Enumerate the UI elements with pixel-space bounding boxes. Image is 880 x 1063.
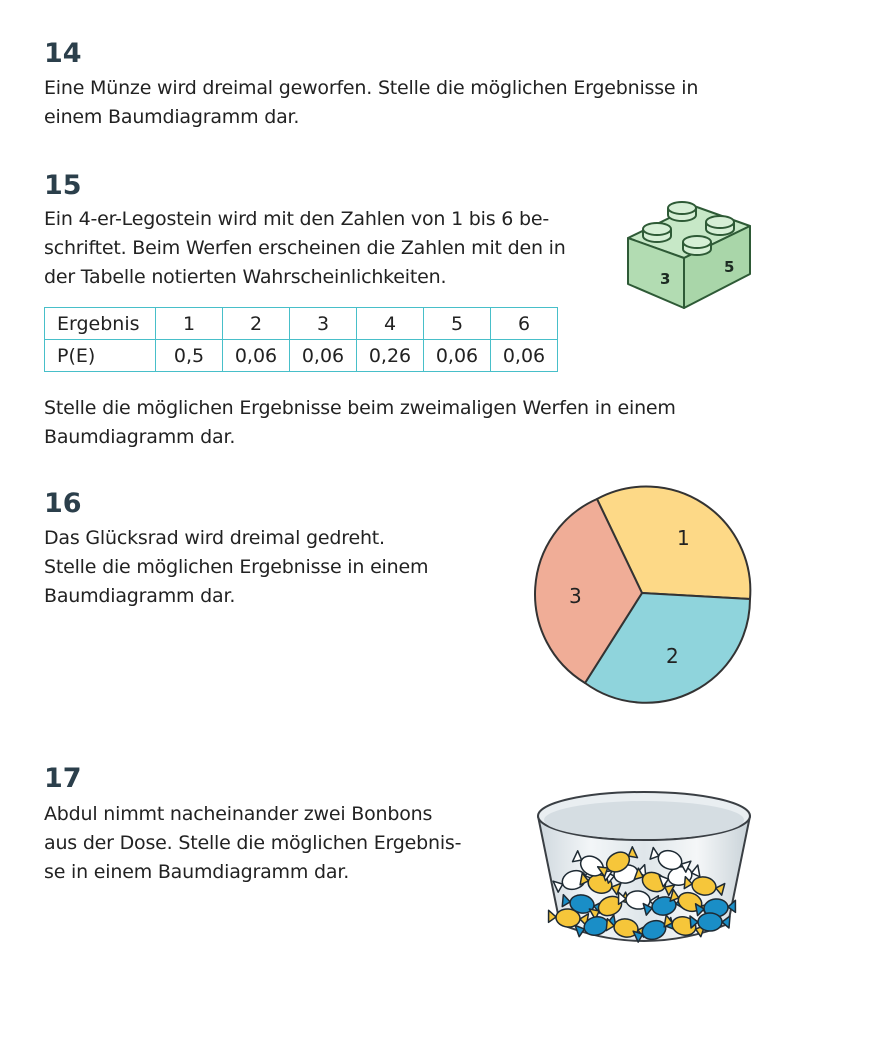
task-15-instruction-line-2: Baumdiagramm dar. <box>44 426 236 448</box>
probability-cell: 0,26 <box>357 340 424 372</box>
task-15-instruction-line-1: Stelle die möglichen Ergebnisse beim zweimaligen Werfen in einem <box>44 397 676 419</box>
task-15-line-2: schriftet. Beim Werfen erscheinen die Zahlen mit den in <box>44 237 566 259</box>
result-cell: 5 <box>424 308 491 340</box>
result-cell: 6 <box>491 308 558 340</box>
task-16-number: 16 <box>44 488 82 519</box>
row-label-probability: P(E) <box>45 340 156 372</box>
candy-jar-illustration <box>534 788 754 948</box>
task-17-number: 17 <box>44 763 82 794</box>
task-15-line-1: Ein 4-er-Legostein wird mit den Zahlen von 1 bis 6 be- <box>44 208 550 230</box>
task-16-line-3: Baumdiagramm dar. <box>44 585 236 607</box>
probability-cell: 0,06 <box>290 340 357 372</box>
probability-cell: 0,06 <box>424 340 491 372</box>
task-16-line-2: Stelle die möglichen Ergebnisse in einem <box>44 556 429 578</box>
task-16-text <box>44 524 428 611</box>
task-15-number: 15 <box>44 170 82 201</box>
probability-cell: 0,06 <box>491 340 558 372</box>
lego-front-label: 3 <box>660 270 671 288</box>
task-15-instruction <box>44 394 676 452</box>
task-17-text <box>44 800 461 887</box>
result-cell: 3 <box>290 308 357 340</box>
task-15-line-3: der Tabelle notierten Wahrscheinlichkeiten. <box>44 266 447 288</box>
task-17-line-3: se in einem Baumdiagramm dar. <box>44 861 350 883</box>
task-16-line-1: Das Glücksrad wird dreimal gedreht. <box>44 527 385 549</box>
task-14-line-1: Eine Münze wird dreimal geworfen. Stelle die möglichen Ergebnisse in <box>44 77 699 99</box>
task-17-line-2: aus der Dose. Stelle die möglichen Ergebnis- <box>44 832 462 854</box>
wheel-label-2: 2 <box>666 644 679 668</box>
table-row-probabilities <box>45 340 558 372</box>
task-14-text <box>44 74 698 132</box>
table-row-results <box>45 308 558 340</box>
result-cell: 1 <box>156 308 223 340</box>
probability-table <box>44 307 558 372</box>
wheel-label-1: 1 <box>677 526 690 550</box>
result-cell: 4 <box>357 308 424 340</box>
spinner-wheel-illustration <box>534 487 754 707</box>
row-label-ergebnis: Ergebnis <box>45 308 156 340</box>
task-14-number: 14 <box>44 38 82 69</box>
lego-brick-illustration <box>626 192 756 312</box>
probability-cell: 0,5 <box>156 340 223 372</box>
result-cell: 2 <box>223 308 290 340</box>
task-17-line-1: Abdul nimmt nacheinander zwei Bonbons <box>44 803 433 825</box>
task-15-text <box>44 205 566 292</box>
lego-side-label: 5 <box>724 258 735 276</box>
wheel-label-3: 3 <box>569 584 582 608</box>
probability-cell: 0,06 <box>223 340 290 372</box>
task-14-line-2: einem Baumdiagramm dar. <box>44 106 300 128</box>
